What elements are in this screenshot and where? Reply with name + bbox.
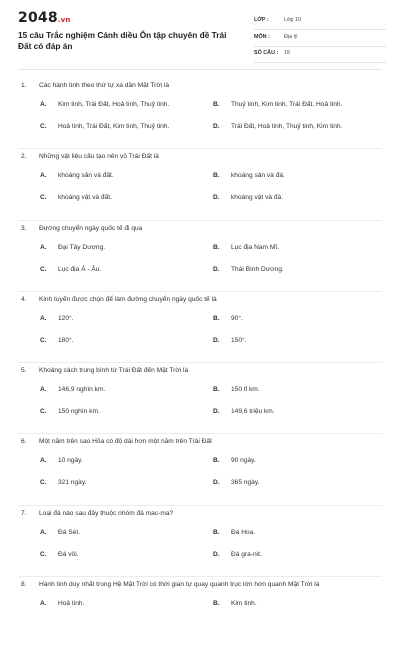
meta-label: SỐ CÂU : <box>254 50 279 56</box>
option-text: Kim tinh. <box>231 600 257 608</box>
worksheet-header <box>0 0 400 66</box>
option-text: Đại Tây Dương. <box>58 243 106 251</box>
option-text: khoáng sản và đất. <box>58 172 114 180</box>
option-c[interactable] <box>40 123 169 130</box>
document-title: 15 câu Trắc nghiệm Cánh diều Ôn tập chuyên đề Trái Đất có đáp án <box>18 30 227 51</box>
question-item <box>0 577 400 648</box>
option-letter: A. <box>40 600 47 608</box>
logo-domain-suffix: .vn <box>57 16 71 24</box>
option-c[interactable] <box>40 194 112 201</box>
option-letter: B. <box>213 172 220 180</box>
meta-row-subject <box>254 32 386 47</box>
question-text <box>21 367 188 374</box>
option-letter: D. <box>213 336 220 344</box>
question-item <box>0 506 400 577</box>
header-divider <box>18 69 382 70</box>
meta-value: Lớp 10 <box>284 17 302 23</box>
question-stem: Đường chuyển ngày quốc tế đi qua <box>39 224 143 232</box>
option-text: 90 ngày. <box>231 457 256 465</box>
question-number: 5. <box>21 367 27 375</box>
option-letter: A. <box>40 457 47 465</box>
option-letter: C. <box>40 194 47 202</box>
option-a[interactable] <box>40 315 73 322</box>
option-b[interactable] <box>213 101 342 108</box>
option-text: khoáng sản và đá. <box>231 172 285 180</box>
site-logo[interactable] <box>18 10 71 26</box>
question-stem: Các hành tinh theo thứ tự xa dần Mặt Trời là <box>39 82 170 89</box>
question-number: 4. <box>21 295 27 303</box>
option-letter: D. <box>213 550 220 558</box>
option-c[interactable] <box>40 479 86 486</box>
option-b[interactable] <box>213 172 285 179</box>
option-text: Hoả tinh. <box>58 600 85 608</box>
option-b[interactable] <box>213 244 279 251</box>
question-stem: Khoảng cách trung bình từ Trái Đất đến Mặt Trời là <box>39 367 189 375</box>
question-number: 2. <box>21 153 27 161</box>
option-d[interactable] <box>213 337 246 344</box>
option-text: 120°. <box>58 314 74 322</box>
option-text: khoáng vật và đá. <box>231 194 284 202</box>
meta-value: Địa lý <box>284 33 298 40</box>
option-text: 365 ngày. <box>231 479 260 487</box>
question-stem: Một năm trên sao Hỏa có độ dài hơn một năm trên Trái Đất <box>39 438 212 446</box>
question-stem: Những vật liệu cấu tạo nên vỏ Trái Đất là <box>39 153 159 161</box>
option-text: Đá vôi. <box>58 550 79 558</box>
option-d[interactable] <box>213 266 284 273</box>
question-item <box>0 221 400 292</box>
option-letter: B. <box>213 386 220 394</box>
option-text: 146,9 nghìn km. <box>58 386 106 394</box>
option-text: 321 ngày. <box>58 479 87 487</box>
option-text: Kim tinh, Trái Đất, Hoả tinh, Thuỷ tinh. <box>58 101 170 108</box>
option-letter: B. <box>213 600 220 608</box>
option-d[interactable] <box>213 194 283 201</box>
option-letter: C. <box>40 336 47 344</box>
option-letter: C. <box>40 479 47 487</box>
question-text <box>21 438 212 445</box>
option-text: Thuỷ tinh, Kim tinh, Trái Đất, Hoả tinh. <box>231 101 343 108</box>
question-text <box>21 82 169 89</box>
option-letter: A. <box>40 314 47 322</box>
option-d[interactable] <box>213 479 259 486</box>
question-text <box>21 225 142 232</box>
option-b[interactable] <box>213 315 243 322</box>
option-text: 150°. <box>231 336 247 344</box>
option-text: Lục địa Á - Âu. <box>58 265 102 273</box>
option-letter: A. <box>40 101 47 108</box>
option-letter: C. <box>40 550 47 558</box>
option-letter: B. <box>213 457 220 465</box>
option-c[interactable] <box>40 408 100 415</box>
option-b[interactable] <box>213 457 256 464</box>
option-a[interactable] <box>40 101 169 108</box>
logo-text: 2048 <box>18 10 58 26</box>
option-text: khoáng vật và đất. <box>58 194 112 202</box>
question-number: 1. <box>21 82 27 89</box>
meta-row-class <box>254 15 386 30</box>
option-d[interactable] <box>213 408 275 415</box>
option-letter: B. <box>213 243 220 251</box>
question-item <box>0 363 400 434</box>
meta-label: MÔN : <box>254 33 270 40</box>
option-letter: A. <box>40 243 47 251</box>
option-text: Hoả tinh, Trái Đất, Kim tinh, Thuỷ tinh. <box>58 123 170 130</box>
option-letter: A. <box>40 386 47 394</box>
option-b[interactable] <box>213 529 255 536</box>
question-item <box>0 292 400 363</box>
option-b[interactable] <box>213 386 260 393</box>
option-text: 10 ngày. <box>58 457 83 465</box>
meta-row-question-count <box>254 48 386 63</box>
option-text: Đá Hoa. <box>231 528 256 536</box>
option-a[interactable] <box>40 457 83 464</box>
option-letter: A. <box>40 172 47 180</box>
option-a[interactable] <box>40 529 80 536</box>
option-c[interactable] <box>40 337 73 344</box>
option-b[interactable] <box>213 600 257 607</box>
question-item <box>0 434 400 505</box>
question-text <box>21 510 173 517</box>
option-letter: C. <box>40 408 47 416</box>
option-letter: B. <box>213 101 220 108</box>
option-a[interactable] <box>40 244 105 251</box>
option-text: Lục địa Nam Mĩ. <box>231 243 280 251</box>
option-letter: A. <box>40 528 47 536</box>
option-d[interactable] <box>213 123 342 130</box>
option-letter: B. <box>213 528 220 536</box>
meta-value: 15 <box>284 50 290 56</box>
option-c[interactable] <box>40 551 79 558</box>
question-number: 6. <box>21 438 27 446</box>
question-number: 8. <box>21 581 27 589</box>
option-letter: D. <box>213 194 220 202</box>
option-letter: D. <box>213 265 220 273</box>
question-item <box>0 78 400 149</box>
question-number: 3. <box>21 224 27 232</box>
option-a[interactable] <box>40 172 114 179</box>
option-c[interactable] <box>40 266 101 273</box>
meta-label: LỚP : <box>254 17 269 23</box>
question-number: 7. <box>21 509 27 517</box>
option-letter: D. <box>213 408 220 416</box>
option-text: Đá gra-nit. <box>231 550 262 558</box>
option-letter: C. <box>40 265 47 273</box>
option-text: 149,6 triệu km. <box>231 408 275 416</box>
option-letter: B. <box>213 314 220 322</box>
question-stem: Loại đá nào sau đây thuộc nhóm đá mac-ma? <box>39 509 174 517</box>
question-list <box>0 78 400 648</box>
option-text: 150 nghìn km. <box>58 408 100 416</box>
option-text: 180°. <box>58 336 74 344</box>
question-stem: Hành tinh duy nhất trong Hệ Mặt Trời có thời gian tự quay quanh trục lớn hơn quanh Mặt Trời là <box>39 581 320 589</box>
document-meta <box>254 15 386 65</box>
question-text <box>21 153 159 160</box>
option-text: 150 tỉ km. <box>231 386 260 394</box>
option-text: Thái Bình Dương. <box>231 265 284 273</box>
option-letter: D. <box>213 123 220 130</box>
question-stem: Kinh tuyến được chọn để làm đường chuyển ngày quốc tế là <box>39 295 217 303</box>
option-a[interactable] <box>40 600 84 607</box>
question-item <box>0 149 400 220</box>
option-letter: D. <box>213 479 220 487</box>
option-text: Đá Sét. <box>58 528 80 536</box>
option-a[interactable] <box>40 386 105 393</box>
option-d[interactable] <box>213 551 262 558</box>
question-text <box>21 296 217 303</box>
option-text: Trái Đất, Hoả tinh, Thuỷ tinh, Kim tinh. <box>231 123 343 130</box>
question-text <box>21 581 319 588</box>
option-letter: C. <box>40 123 47 130</box>
option-text: 90°. <box>231 314 243 322</box>
